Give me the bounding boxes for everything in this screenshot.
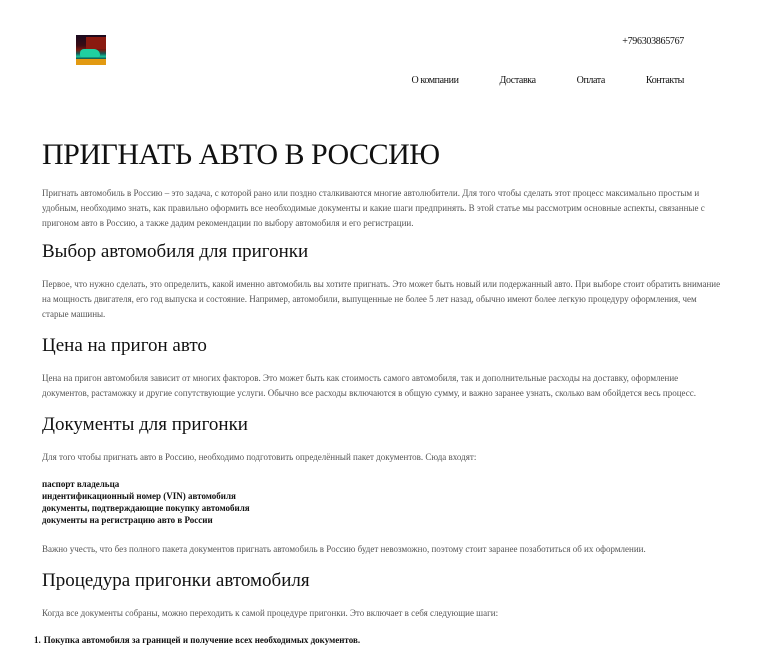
nav-item-about[interactable]: О компании xyxy=(411,75,459,86)
logo-background-shape xyxy=(86,37,106,49)
documents-list xyxy=(42,478,722,526)
step-label: Покупка автомобиля за границей и получение всех необходимых документов. xyxy=(43,635,361,645)
car-icon xyxy=(80,49,100,57)
list-item xyxy=(34,634,714,646)
nav-item-contacts[interactable]: Контакты xyxy=(645,75,684,86)
site-header xyxy=(0,0,760,120)
site-logo[interactable] xyxy=(76,35,106,65)
section-note-documents: Важно учесть, что без полного пакета документов пригнать автомобиль в Россию будет невозможно, поэтому стоит заранее позаботиться об их оформлении. xyxy=(42,544,646,554)
main-nav xyxy=(370,75,684,86)
section-text-procedure: Когда все документы собраны, можно переходить к самой процедуре пригонки. Это включает в себя следующие шаги: xyxy=(42,608,499,618)
nav-item-delivery[interactable]: Доставка xyxy=(499,75,536,86)
list-item: документы, подтверждающие покупку автомобиля xyxy=(42,503,250,513)
list-item: индентификационный номер (VIN) автомобиля xyxy=(42,491,236,501)
phone-link[interactable]: +796303865767 xyxy=(622,36,684,47)
list-item: паспорт владельца xyxy=(42,479,120,489)
section-text-price: Цена на пригон автомобиля зависит от многих факторов. Это может быть как стоимость самого автомобиля, так и дополнительные расходы на доставку, оформление документов, растаможку и другие сопутствующие услуги. Обычно все расходы включаются в общую сумму, и важно заранее узнать, сколько вам обойдется весь процесс. xyxy=(42,373,697,398)
logo-ground-shape xyxy=(76,59,106,65)
page-title: ПРИГНАТЬ АВТО В РОССИЮ xyxy=(42,138,440,171)
section-heading-choice: Выбор автомобиля для пригонки xyxy=(42,241,309,262)
section-text-choice: Первое, что нужно сделать, это определить, какой именно автомобиль вы хотите пригнать. Это может быть новый или подержанный авто. При выборе стоит обратить внимание на мощность двигателя, его год выпуска и состояние. Например, автомобили, выпущенные не более 5 лет назад, обычно имеют более легкую процедуру оформления, чем старые машины. xyxy=(42,279,721,319)
procedure-steps-list xyxy=(34,634,714,646)
intro-paragraph: Пригнать автомобиль в Россию – это задача, с которой рано или поздно сталкиваются многие автолюбители. Для того чтобы сделать этот процесс максимально простым и удобным, необходимо знать, как правильно оформить все необходимые документы и какие шаги предпринять. В этой статье мы рассмотрим основные аспекты, связанные с пригоном авто в Россию, а также дадим рекомендации по выбору автомобиля и его регистрации. xyxy=(42,188,705,228)
section-heading-price: Цена на пригон авто xyxy=(42,335,207,356)
section-heading-documents: Документы для пригонки xyxy=(42,414,248,435)
nav-item-payment[interactable]: Оплата xyxy=(576,75,605,86)
list-item: документы на регистрацию авто в России xyxy=(42,515,213,525)
section-heading-procedure: Процедура пригонки автомобиля xyxy=(42,570,310,591)
step-number: 1. xyxy=(34,635,41,645)
article xyxy=(34,138,722,646)
section-text-documents: Для того чтобы пригнать авто в Россию, необходимо подготовить определённый пакет документов. Сюда входят: xyxy=(42,452,477,462)
